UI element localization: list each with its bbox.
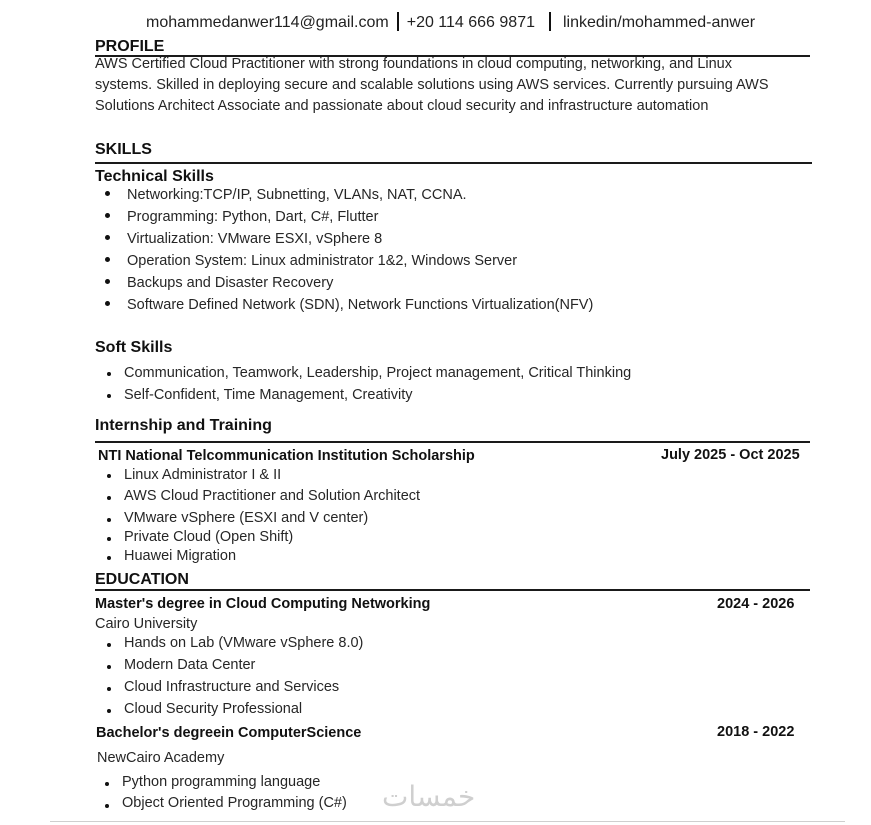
bullet: [107, 394, 111, 398]
list-item: Software Defined Network (SDN), Network Functions Virtualization(NFV): [127, 297, 594, 313]
bullet: [105, 191, 110, 196]
list-item: Linux Administrator I & II: [124, 467, 282, 483]
education-heading: EDUCATION: [95, 571, 189, 588]
bachelor-dates: 2018 - 2022: [717, 724, 795, 740]
bullet: [105, 804, 109, 808]
bullet: [107, 518, 111, 522]
contact-line: [146, 12, 755, 32]
bachelor-school: NewCairo Academy: [97, 750, 225, 766]
list-item: Modern Data Center: [124, 657, 256, 673]
skills-heading: SKILLS: [95, 141, 152, 158]
email-link[interactable]: mohammedanwer114@gmail.com: [146, 14, 389, 31]
watermark-logo: خمسات: [382, 780, 476, 813]
internship-dates: July 2025 - Oct 2025: [661, 447, 800, 463]
list-item: Python programming language: [122, 774, 321, 790]
list-item: Operation System: Linux administrator 1&2, Windows Server: [127, 253, 518, 269]
profile-text-line: systems. Skilled in deploying secure and scalable solutions using AWS services. Currently pursuing AWS: [95, 77, 769, 93]
internship-title: NTI National Telcommunication Institution Scholarship: [98, 448, 475, 464]
master-degree-title: Master's degree in Cloud Computing Networking: [95, 596, 431, 612]
technical-skills-title: Technical Skills: [95, 168, 214, 185]
profile-heading: PROFILE: [95, 38, 165, 55]
bullet: [107, 474, 111, 478]
bachelor-degree-title: Bachelor's degreein ComputerScience: [96, 725, 362, 741]
list-item: Backups and Disaster Recovery: [127, 275, 334, 291]
list-item: Huawei Migration: [124, 548, 237, 564]
bullet: [107, 496, 111, 500]
bullet: [107, 687, 111, 691]
contact-separator: [549, 12, 551, 31]
master-dates: 2024 - 2026: [717, 596, 795, 612]
bullet: [107, 665, 111, 669]
section-divider: [95, 589, 810, 591]
bullet: [105, 782, 109, 786]
linkedin-link[interactable]: linkedin/mohammed-anwer: [563, 14, 756, 31]
bullet: [107, 537, 111, 541]
section-divider: [95, 441, 810, 443]
list-item: Programming: Python, Dart, C#, Flutter: [127, 209, 379, 225]
list-item: Cloud Security Professional: [124, 701, 303, 717]
contact-separator: [397, 12, 399, 31]
section-divider: [95, 162, 812, 164]
list-item: Networking:TCP/IP, Subnetting, VLANs, NAT, CCNA.: [127, 187, 467, 203]
master-school: Cairo University: [95, 616, 198, 632]
list-item: Virtualization: VMware ESXI, vSphere 8: [127, 231, 383, 247]
list-item: Communication, Teamwork, Leadership, Project management, Critical Thinking: [124, 365, 632, 381]
list-item: Cloud Infrastructure and Services: [124, 679, 340, 695]
list-item: Self-Confident, Time Management, Creativity: [124, 387, 413, 403]
internship-heading: Internship and Training: [95, 417, 272, 434]
list-item: Private Cloud (Open Shift): [124, 529, 294, 545]
page-bottom-divider: [50, 821, 845, 822]
bullet: [105, 235, 110, 240]
bullet: [107, 372, 111, 376]
bullet: [105, 279, 110, 284]
list-item: AWS Cloud Practitioner and Solution Architect: [124, 488, 421, 504]
list-item: Hands on Lab (VMware vSphere 8.0): [124, 635, 364, 651]
bullet: [105, 301, 110, 306]
soft-skills-title: Soft Skills: [95, 339, 173, 356]
bullet: [105, 257, 110, 262]
bullet: [107, 556, 111, 560]
bullet: [105, 213, 110, 218]
profile-text-line: AWS Certified Cloud Practitioner with strong foundations in cloud computing, networking, and Linux: [95, 56, 732, 72]
bullet: [107, 643, 111, 647]
list-item: VMware vSphere (ESXI and V center): [124, 510, 369, 526]
bullet: [107, 709, 111, 713]
list-item: Object Oriented Programming (C#): [122, 795, 347, 811]
profile-text-line: Solutions Architect Associate and passionate about cloud security and infrastructure automation: [95, 98, 709, 114]
phone-number: +20 114 666 9871: [406, 14, 535, 31]
